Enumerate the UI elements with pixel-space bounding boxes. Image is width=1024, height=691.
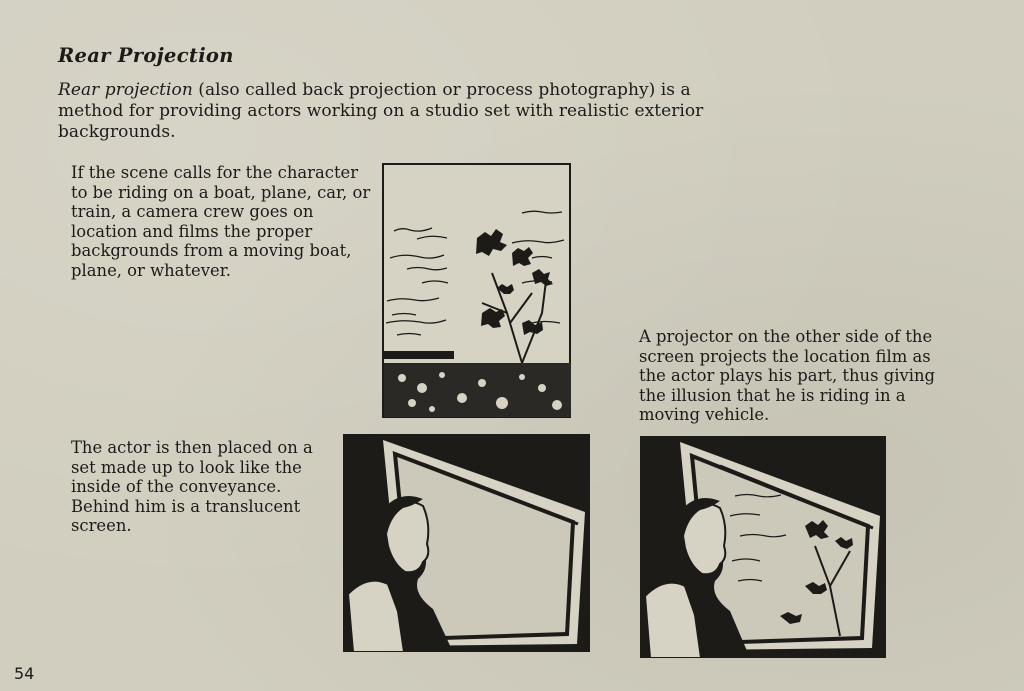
page-number: 54 bbox=[14, 664, 35, 683]
actor-set-paragraph: The actor is then placed on a set made up to look like the inside of the conveyance. Behind him is a translucent screen. bbox=[71, 438, 313, 536]
intro-term: Rear projection bbox=[58, 80, 193, 100]
location-scene-illustration bbox=[382, 163, 571, 418]
actor-on-set-illustration bbox=[343, 434, 590, 652]
intro-text: (also called back projection or process photography) is a method for providing actors working on a studio set with realistic exterior backgrounds. bbox=[58, 80, 704, 142]
intro-paragraph bbox=[58, 80, 718, 143]
location-filming-paragraph: If the scene calls for the character to be riding on a boat, plane, car, or train, a camera crew goes on location and films the proper backgrounds from a moving boat, plane, or whatever. bbox=[71, 163, 371, 280]
projector-paragraph: A projector on the other side of the screen projects the location film as the actor plays his part, thus giving the illusion that he is riding in a moving vehicle. bbox=[639, 327, 936, 425]
page-title: Rear Projection bbox=[58, 44, 234, 67]
actor-with-projection-illustration bbox=[640, 436, 886, 658]
